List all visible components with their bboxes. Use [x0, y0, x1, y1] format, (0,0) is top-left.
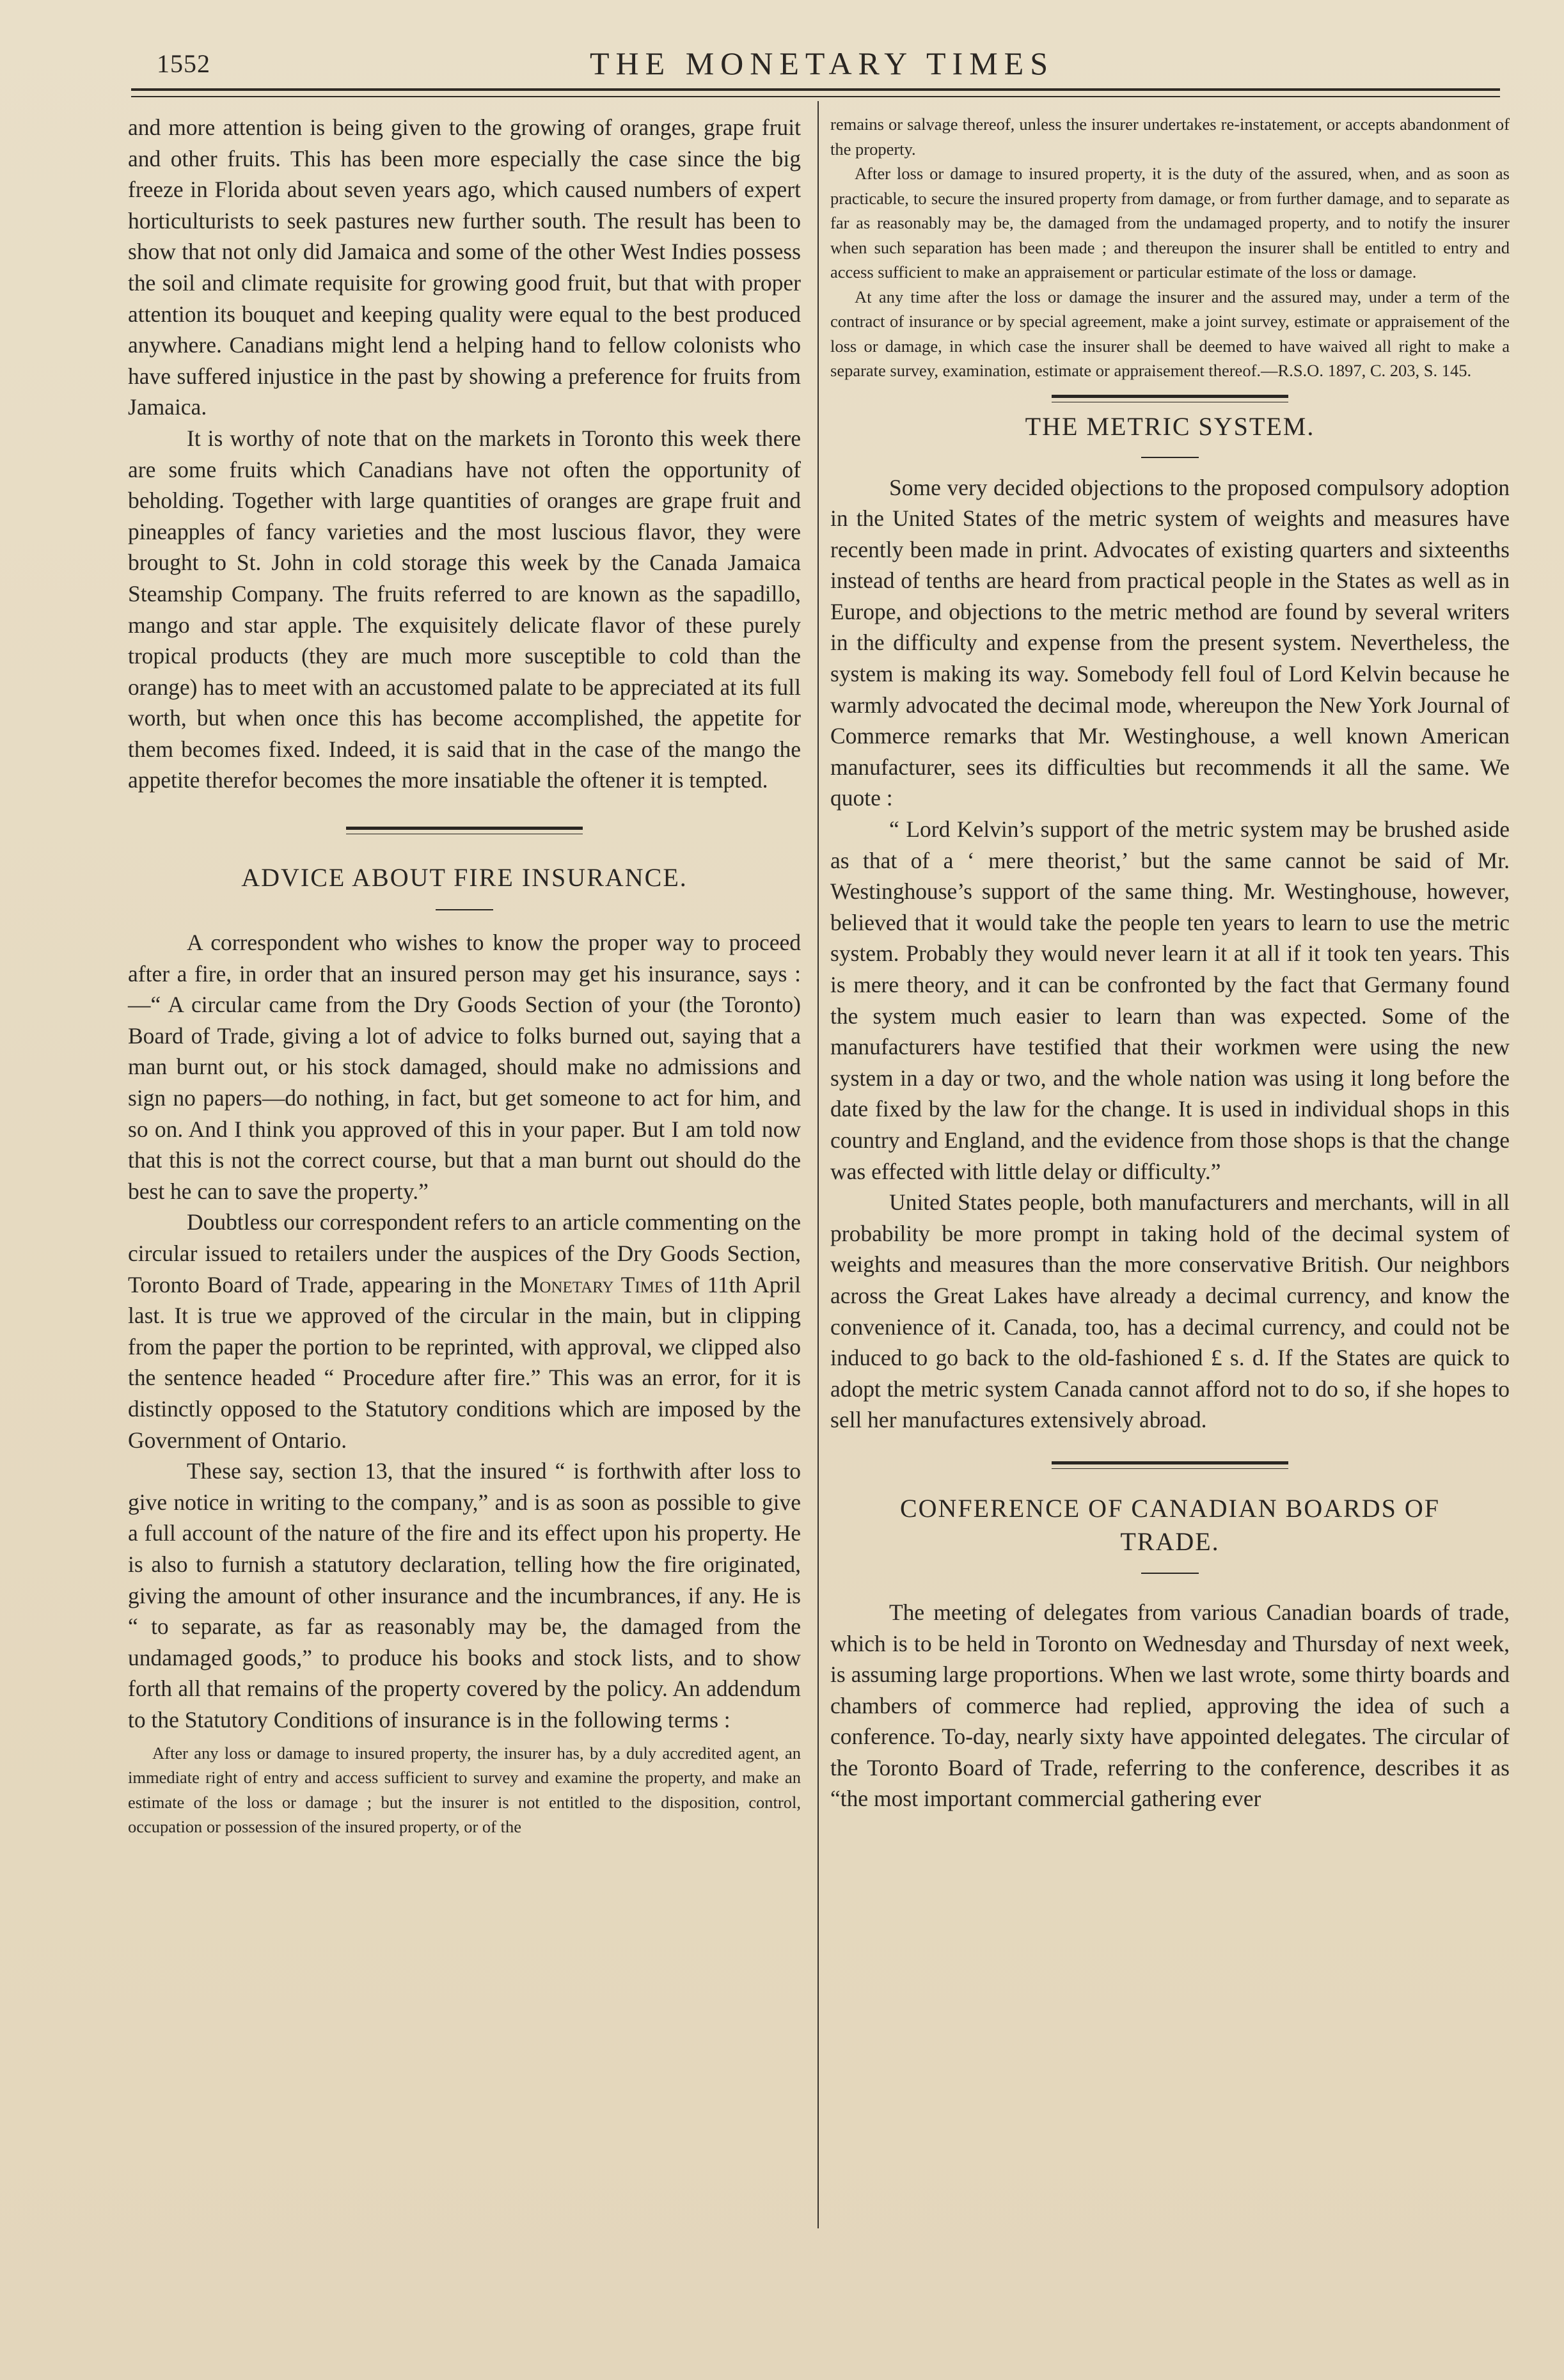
- fire-paragraph-1: A correspondent who wishes to know the proper way to proceed after a fire, in order that an insured person may get his insurance, says :—“ A circular came from the Dry Goods Section of your (the Toronto) Board of Trade, giving a lot of advice to folks burned out, saying that a man burnt out, or his stock damaged, should make no admissions and sign no papers—do nothing, in fact, but get someone to act for him, and so on. And I think you approved of this in your paper. But I am told now that this is not the correct course, but that a man burnt out should do the best he can to save the property.”: [128, 930, 801, 1204]
- fire-insurance-heading: ADVICE ABOUT FIRE INSURANCE.: [241, 863, 688, 892]
- metric-quote: “ Lord Kelvin’s support of the metric system may be brushed aside as that of a ‘ mere theorist,’ but the same cannot be said of Mr. Westinghouse’s support of the same thing. Mr. Westinghouse, however, believed that it would take the people ten years to learn to use the metric system. Probably they would never learn it at all if it took ten years. This is mere theory, and it can be confronted by the fact that Germany found the system much easier to learn than was expected. Some of the manufacturers have testified that their workmen were using the new system in a day or two, and the whole nation was using it long before the date fixed by the law for the change. It is used in individual shops in this country and England, and the evidence from those shops is that the change was effected with little delay or difficulty.”: [830, 816, 1510, 1184]
- metric-paragraph-3: United States people, both manufacturers and merchants, will in all probability be more prompt in taking hold of the decimal system of weights and measures than the more conservative British. Our neighbors across the Great Lakes have already a decimal currency, and know the convenience of it. Canada, too, has a decimal currency, and could not be induced to go back to the old-fashioned £ s. d. If the States are quick to adopt the metric system Canada cannot afford not to do so, if she hopes to sell her manufactures extensively abroad.: [830, 1189, 1510, 1433]
- header-rule-thin: [131, 96, 1500, 97]
- fire-paragraph-3: These say, section 13, that the insured “ is forthwith after loss to give notice in writing to the company,” and is as soon as possible to give a full account of the nature of the fire and its effect upon his property. He is also to furnish a statutory declaration, telling how the fire originated, giving the amount of other insurance and the incumbrances, if any. He is “ to separate, as far as reasonably may be, the damaged from the undamaged goods,” to produce his books and stock lists, and to show forth all that remains of the property covered by the policy. An addendum to the Statutory Conditions of insurance is in the following terms :: [128, 1458, 801, 1733]
- conference-paragraph-1: The meeting of delegates from various Canadian boards of trade, which is to be held in Toronto on Wednesday and Thursday of next week, is assuming large proportions. When we last wrote, some thirty boards and chambers of commerce had replied, approving the idea of such a conference. To-day, nearly sixty have appointed delegates. The circular of the Toronto Board of Trade, referring to the conference, describes it as “the most important commercial gathering ever: [830, 1599, 1510, 1812]
- fruit-paragraph-1: and more attention is being given to the growing of oranges, grape fruit and other fruits. This has been more especially the case since the big freeze in Florida about seven years ago, which caused numbers of expert horticulturists to seek pastures new further south. The result has been to show that not only did Jamaica and some of the other West Indies possess the soil and climate requisite for growing good fruit, but that with proper attention its bouquet and keeping quality were equal to the best produced anywhere. Canadians might lend a helping hand to fellow colonists who have suffered injustice in the past by showing a preference for fruits from Jamaica.: [128, 115, 801, 420]
- statutory-quote-1: After any loss or damage to insured property, the insurer has, by a duly accredited agent, an immediate right of entry and access sufficient to survey and examine the property, and make an estimate of the loss or damage ; but the insurer is not entitled to the disposition, control, occupation or possession of the insured property, or of the: [128, 1743, 801, 1836]
- left-column: [128, 112, 801, 1839]
- fire-paragraph-2: Doubtless our correspondent refers to an article commenting on the circular issued to retailers under the auspices of the Dry Goods Section, Toronto Board of Trade, appearing in the Monetary Times of 11th April last. It is true we approved of the circular in the main, but in clipping from the paper the portion to be reprinted, with approval, we clipped also the sentence headed “ Procedure after fire.” This was an error, for it is distinctly opposed to the Statutory conditions which are imposed by the Government of Ontario.: [128, 1209, 802, 1453]
- fruit-paragraph-2: It is worthy of note that on the markets in Toronto this week there are some fruits which Canadians have not often the opportunity of beholding. Together with large quantities of oranges are grape fruit and pineapples of fancy varieties and the most luscious flavor, they were brought to St. John in cold storage this week by the Canada Jamaica Steamship Company. The fruits referred to are known as the sapadillo, mango and star apple. The exquisitely delicate flavor of these purely tropical products (they are much more susceptible to cold than the orange) has to meet with an accustomed palate to be appreciated at its full worth, but when once this has become accomplished, the appetite for them becomes fixed. Indeed, it is said that in the case of the mango the appetite therefor becomes the more insatiable the oftener it is tempted.: [128, 425, 801, 793]
- metric-system-heading: THE METRIC SYSTEM.: [1025, 411, 1315, 441]
- section-separator: [1052, 395, 1288, 398]
- statutory-quote-1-continued: remains or salvage thereof, unless the insurer undertakes re-instatement, or accepts abandonment of the property.: [830, 115, 1510, 159]
- monetary-times-reference: Monetary Times: [519, 1271, 674, 1297]
- section-separator: [346, 827, 583, 830]
- metric-paragraph-1: Some very decided objections to the proposed compulsory adoption in the United States of the metric system of weights and measures have recently been made in print. Advocates of existing quarters and sixteenths instead of tenths are heard from practical people in the States as well as in Europe, and objections to the metric method are found by several writers in the difficulty and expense from the present system. Nevertheless, the system is making its way. Somebody fell foul of Lord Kelvin because he warmly advocated the decimal mode, whereupon the New York Journal of Commerce remarks that Mr. Westinghouse, a well known American manufacturer, sees its difficulties but recommends it all the same. We quote :: [830, 474, 1510, 811]
- right-column: [830, 112, 1510, 1814]
- conference-heading: CONFERENCE OF CANADIAN BOARDS OF TRADE.: [899, 1493, 1441, 1556]
- page-header: [131, 38, 1513, 83]
- header-rule: [131, 88, 1500, 91]
- page-number: 1552: [157, 49, 210, 78]
- running-title: THE MONETARY TIMES: [590, 45, 1054, 81]
- statutory-quote-3: At any time after the loss or damage the insurer and the assured may, under a term of the contract of insurance or by special agreement, make a joint survey, estimate or appraisement of the loss or damage, in which case the insurer shall be deemed to have waived all right to make a separate survey, examination, estimate or appraisement thereof.—R.S.O. 1897, C. 203, S. 145.: [830, 287, 1510, 380]
- statutory-quote-2: After loss or damage to insured property, it is the duty of the assured, when, and as soon as practicable, to secure the insured property from damage, or from further damage, and to separate as far as reasonably may be, the damaged from the undamaged property, and to notify the insurer when such separation has been made ; and thereupon the insurer shall be entitled to entry and access sufficient to make an appraisement or particular estimate of the loss or damage.: [830, 164, 1510, 282]
- column-divider: [818, 101, 819, 2228]
- section-separator: [1052, 1461, 1288, 1464]
